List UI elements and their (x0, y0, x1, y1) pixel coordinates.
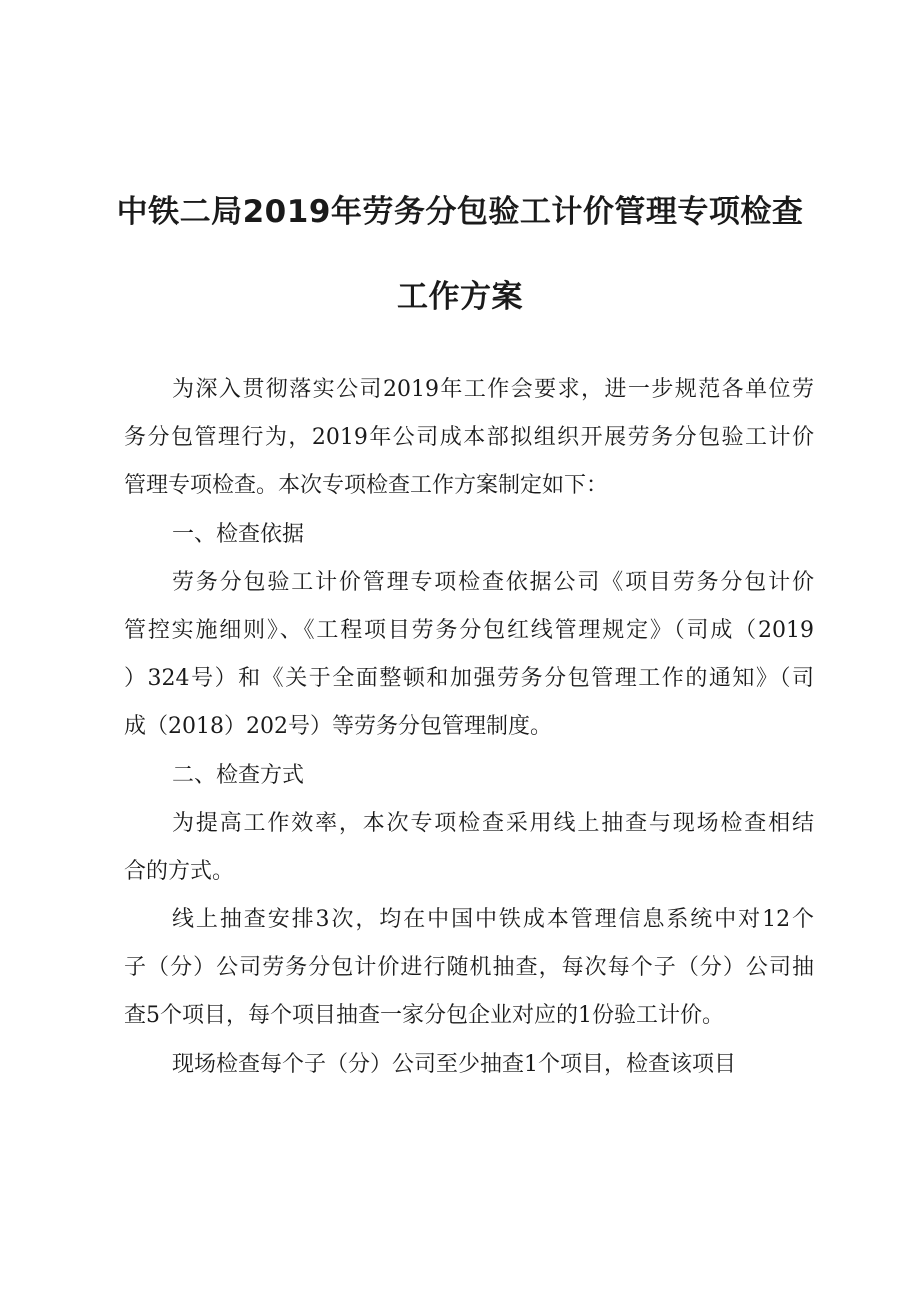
paragraph-onsite-line-1: 现场检查每个子（分）公司至少抽查1个项目，检查该项目 (172, 1052, 736, 1077)
paragraph-intro-line-3: 管理专项检查。本次专项检查工作方案制定如下： (124, 473, 609, 498)
paragraph-online-line-3: 查5个项目，每个项目抽查一家分包企业对应的1份验工计价。 (124, 1003, 724, 1028)
section-heading-method: 二、检查方式 (172, 763, 305, 788)
paragraph-online-line-2: 子（分）公司劳务分包计价进行随机抽查，每次每个子（分）公司抽 (124, 955, 814, 980)
paragraph-method-line-1: 为提高工作效率，本次专项检查采用线上抽查与现场检查相结 (172, 811, 814, 836)
paragraph-basis-line-1: 劳务分包验工计价管理专项检查依据公司《项目劳务分包计价 (172, 570, 814, 595)
paragraph-basis-line-4: 成（2018）202号）等劳务分包管理制度。 (124, 714, 552, 739)
paragraph-basis-line-2: 管控实施细则》、《工程项目劳务分包红线管理规定》（司成（2019 (124, 618, 814, 643)
document-title-line-2: 工作方案 (397, 279, 523, 315)
paragraph-online-line-1: 线上抽查安排3次，均在中国中铁成本管理信息系统中对12个 (172, 907, 814, 932)
paragraph-method-line-2: 合的方式。 (124, 859, 235, 884)
paragraph-intro-line-2: 务分包管理行为，2019年公司成本部拟组织开展劳务分包验工计价 (124, 425, 814, 450)
document-title-line-1: 中铁二局2019年劳务分包验工计价管理专项检查 (116, 194, 804, 230)
paragraph-basis-line-3: ）324号）和《关于全面整顿和加强劳务分包管理工作的通知》（司 (124, 666, 814, 691)
paragraph-intro-line-1: 为深入贯彻落实公司2019年工作会要求，进一步规范各单位劳 (172, 377, 814, 402)
section-heading-basis: 一、检查依据 (172, 522, 305, 547)
